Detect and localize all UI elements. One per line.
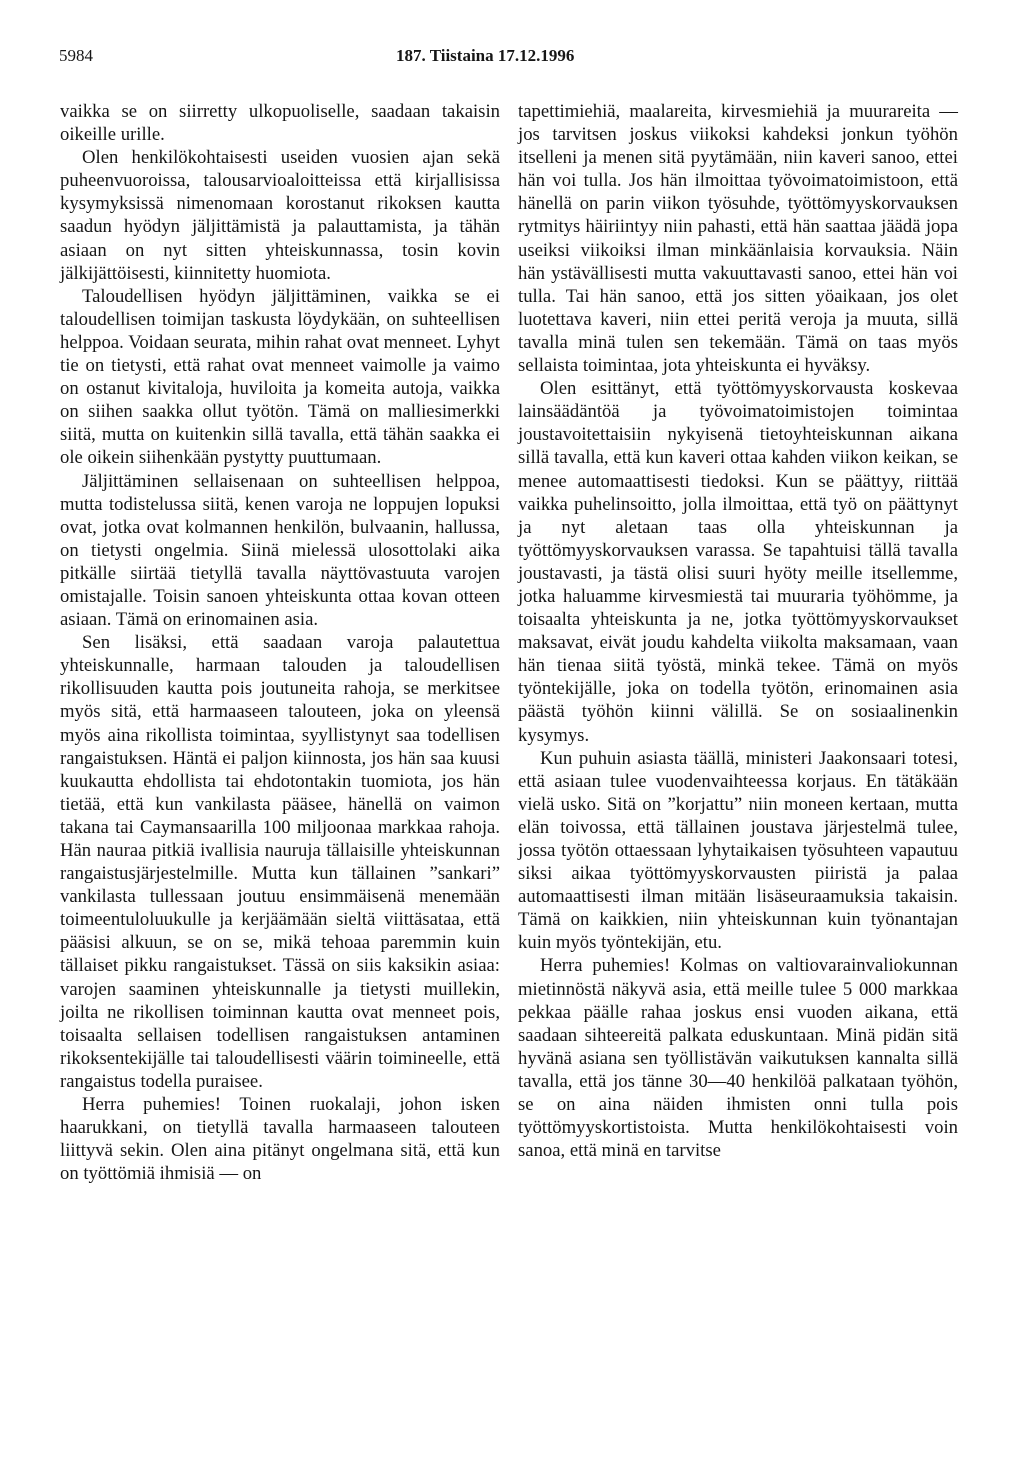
paragraph: Taloudellisen hyödyn jäljittäminen, vaikka se ei taloudellisen toimijan taskusta löydykään, on suhteellisen helppoa. Voidaan seurata, mihin rahat ovat menneet. Lyhyt tie on tietysti, että rahat ovat menneet vaimolle ja vaimo on ostanut kivitaloja, huviloita ja komeita autoja, vaikka on siihen saakka ollut työtön. Tämä on malliesimerkki siitä, mutta on kuitenkin sillä tavalla, että tähän saakka ei ole oikein siihenkään pystytty puuttumaan. [60, 285, 500, 469]
paragraph: Kun puhuin asiasta täällä, ministeri Jaakonsaari totesi, että asiaan tulee vuodenvaihteessa korjaus. En tätäkään vielä usko. Sitä on ”korjattu” niin moneen kertaan, mutta elän toivossa, että tällainen joustava järjestelmä tulee, jossa työtön ottaessaan lyhytaikaisen työsuhteen vapautuu siksi aikaa työttömyyskorvausten piiristä ja palaa automaattisesti ilman mitään lisäseuraamuksia takaisin. Tämä on kaikkien, niin yhteiskunnan kuin työnantajan kuin myös työntekijän, etu. [518, 747, 958, 954]
right-column [518, 100, 958, 1162]
page-number: 5984 [59, 46, 93, 65]
paragraph: Herra puhemies! Toinen ruokalaji, johon isken haarukkani, on tietyllä tavalla harmaaseen talouteen liittyvä sekin. Olen aina pitänyt ongelmana sitä, että kun on työttömiä ihmisiä — on [60, 1094, 500, 1185]
left-column [60, 100, 500, 1185]
paragraph: tapettimiehiä, maalareita, kirvesmiehiä ja muurareita — jos tarvitsen joskus viikoksi kahdeksi jonkun työhön itselleni ja menen sitä pyytämään, niin kaveri sanoo, ettei hän voi tulla. Jos hän ilmoittaa työvoimatoimistoon, että hänellä on parin viikon työsuhde, työttömyyskorvauksen rytmitys häiriintyy niin pahasti, että hän saattaa jäädä jopa useiksi viikoiksi ilman minkäänlaisia korvauksia. Näin hän ystävällisesti mutta vakuuttavasti sanoo, ettei hän voi tulla. Tai hän sanoo, että jos sitten yöaikaan, jos olet luotettava kaveri, niin ettei peritä veroja ja muuta, sillä tavalla minä tulen sen tekemään. Tämä on taas myös sellaista toimintaa, jota yhteiskunta ei hyväksy. [518, 101, 958, 377]
paragraph: Jäljittäminen sellaisenaan on suhteellisen helppoa, mutta todistelussa siitä, kenen varoja ne loppujen lopuksi ovat, jotka ovat kolmannen henkilön, bulvaanin, hallussa, on tietysti ongelmia. Siinä mielessä ulosottolaki aika pitkälle siirtää tietyllä tavalla näyttövastuuta varojen omistajalle. Toisin sanoen yhteiskunta ottaa kovan otteen asiaan. Tämä on erinomainen asia. [60, 470, 500, 631]
paragraph: vaikka se on siirretty ulkopuoliselle, saadaan takaisin oikeille urille. [60, 101, 500, 146]
paragraph: Herra puhemies! Kolmas on valtiovarainvaliokunnan mietinnöstä näkyvä asia, että meille tulee 5 000 markkaa pekkaa päälle rahaa joskus ensi vuoden aikana, että saadaan sihteereitä palkata eduskuntaan. Minä pidän sitä hyvänä asiana sen työllistävän vaikutuksen kannalta sillä tavalla, että jos tänne 30—40 henkilöä palkataan työhön, se on aina näiden ihmisten onni tulla pois työttömyyskortistoista. Mutta henkilökohtaisesti voin sanoa, että minä en tarvitse [518, 955, 958, 1162]
running-head: 187. Tiistaina 17.12.1996 [396, 46, 575, 65]
paragraph: Sen lisäksi, että saadaan varoja palautettua yhteiskunnalle, harmaan talouden ja taloudellisen rikollisuuden kautta pois joutuneita rahoja, se merkitsee myös sitä, että harmaaseen talouteen, joka on yleensä myös aina rikollista toimintaa, syyllistynyt saa todellisen rangaistuksen. Häntä ei paljon kiinnosta, jos hän saa kuusi kuukautta ehdollista tai ehdotontakin tuomiota, jos hän tietää, että kun vankilasta pääsee, hänellä on vaimon takana tai Caymansaarilla 100 miljoonaa markkaa rahoja. Hän nauraa pitkiä ivallisia nauruja tällaisille yhteiskunnan rangaistusjärjestelmille. Mutta kun tällainen ”sankari” vankilasta tullessaan joutuu ensimmäisenä menemään toimeentuloluukulle ja kerjäämään sieltä viittäsataa, että pääsisi alkuun, se on se, mikä tehoaa paremmin kuin tällaiset pikku rangaistukset. Tässä on siis kaksikin asiaa: varojen saaminen yhteiskunnalle ja tietysti muillekin, joilta ne rikollisen toiminnan kautta ovat menneet pois, toisaalta sellaisen todellisen rangaistuksen antaminen rikoksentekijälle tai taloudellisesti väärin toimineelle, että rangaistus todella puraisee. [60, 632, 500, 1092]
paragraph: Olen esittänyt, että työttömyyskorvausta koskevaa lainsäädäntöä ja työvoimatoimistojen toimintaa joustavoitettaisiin nykyisenä tietoyhteiskunnan aikana sillä tavalla, että kun kaveri ottaa kahden viikon keikan, se menee automaattisesti tiedoksi. Kun se päättyy, riittää vaikka puhelinsoitto, jolla ilmoittaa, että työ on päättynyt ja nyt aletaan taas olla yhteiskunnan ja työttömyyskorvauksen varassa. Se tapahtuisi tällä tavalla joustavasti, ja tästä olisi suuri hyöty meille itsellemme, jotka haluamme kirvesmiestä tai muuraria työhömme, ja toisaalta yhteiskunta ja ne, jotka työttömyyskorvaukset maksavat, eivät joudu kahdelta viikolta maksamaan, vaan hän tienaa siitä työstä, minkä tekee. Tämä on myös työntekijälle, joka on todella työtön, erinomainen asia päästä työhön kiinni välillä. Se on sosiaalinenkin kysymys. [518, 378, 958, 746]
paragraph: Olen henkilökohtaisesti useiden vuosien ajan sekä puheenvuoroissa, talousarvioaloitteissa että kirjallisissa kysymyksissä nimenomaan korostanut rikoksen kautta saadun hyödyn jäljittämistä ja palauttamista, ja tähän asiaan on nyt sitten yhteiskunnassa, tosin kovin jälkijättöisesti, kiinnitetty huomiota. [60, 147, 500, 284]
